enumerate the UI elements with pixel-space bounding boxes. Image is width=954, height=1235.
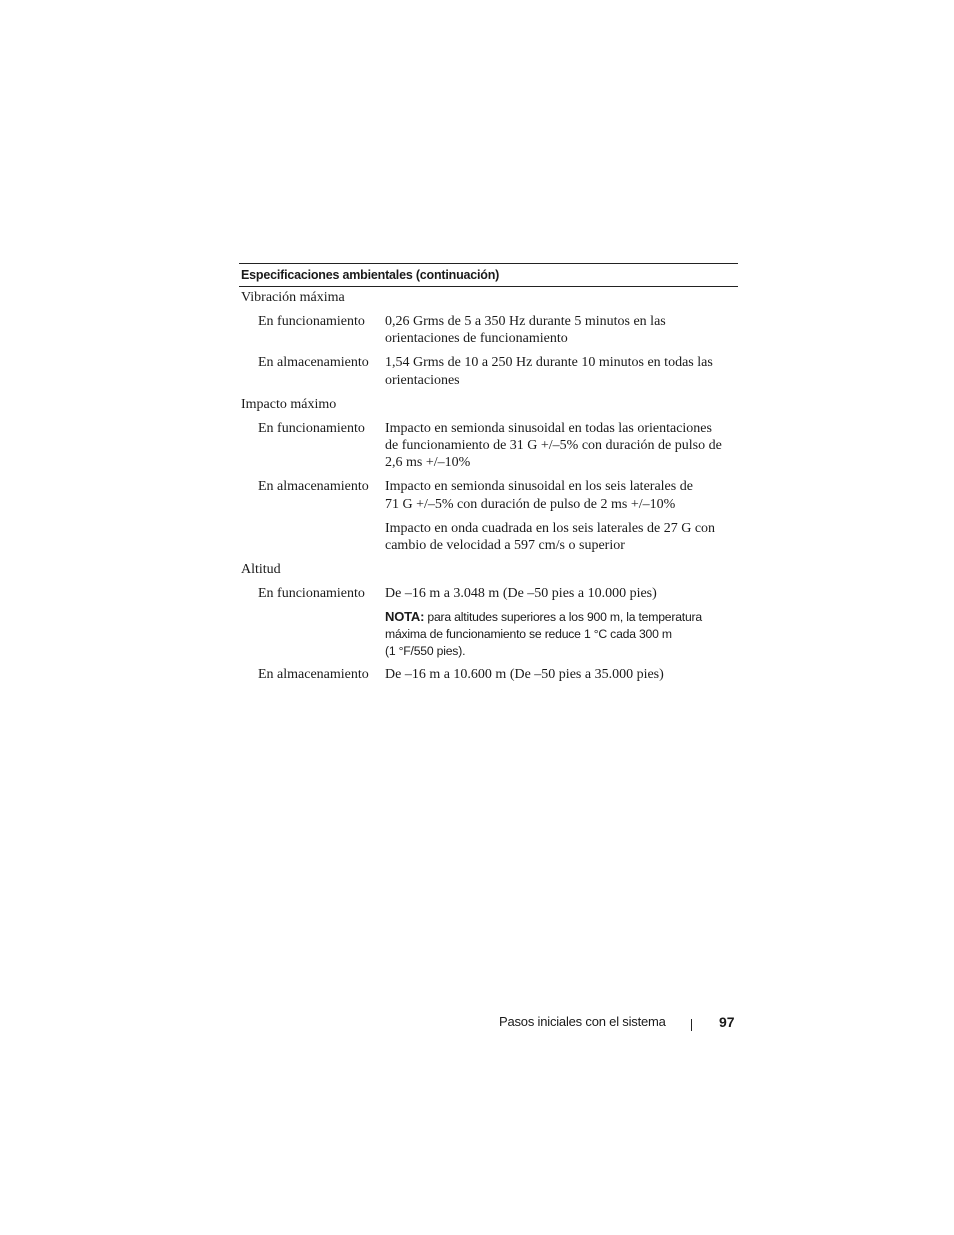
table-row bbox=[239, 478, 738, 512]
note-text: para altitudes superiores a los 900 m, la temperatura bbox=[427, 610, 702, 625]
value-line: De –16 m a 3.048 m (De –50 pies a 10.000 pies) bbox=[385, 586, 657, 602]
footer-separator bbox=[691, 1019, 692, 1031]
table-row bbox=[239, 520, 738, 554]
row-label bbox=[239, 520, 385, 554]
row-value bbox=[385, 478, 738, 512]
environmental-spec-table bbox=[239, 263, 738, 684]
note-line bbox=[385, 608, 738, 626]
value-line: Impacto en onda cuadrada en los seis laterales de 27 G con bbox=[385, 520, 716, 536]
table-row bbox=[239, 354, 738, 388]
altitude-note bbox=[385, 608, 738, 660]
section-heading-impact: Impacto máximo bbox=[241, 396, 337, 412]
row-label: En funcionamiento bbox=[258, 314, 365, 329]
section-heading-altitude: Altitud bbox=[241, 562, 281, 578]
note-line: (1 °F/550 pies). bbox=[385, 644, 466, 659]
value-line: 0,26 Grms de 5 a 350 Hz durante 5 minutos en las bbox=[385, 314, 666, 329]
value-line: Impacto en semionda sinusoidal en los seis laterales de bbox=[385, 479, 693, 495]
row-label: En funcionamiento bbox=[258, 420, 365, 436]
row-label: En funcionamiento bbox=[258, 586, 365, 602]
value-line: De –16 m a 10.600 m (De –50 pies a 35.000 pies) bbox=[385, 667, 664, 683]
row-value bbox=[385, 313, 738, 347]
row-label: En almacenamiento bbox=[258, 667, 369, 683]
value-line: 2,6 ms +/–10% bbox=[385, 455, 471, 471]
footer-chapter-title: Pasos iniciales con el sistema bbox=[499, 1014, 666, 1029]
table-row bbox=[239, 666, 738, 683]
table-row bbox=[239, 313, 738, 347]
value-line: 1,54 Grms de 10 a 250 Hz durante 10 minutos en todas las bbox=[385, 355, 713, 371]
section-heading-vibration: Vibración máxima bbox=[241, 290, 345, 305]
value-line: Impacto en semionda sinusoidal en todas las orientaciones bbox=[385, 420, 712, 436]
row-label: En almacenamiento bbox=[258, 355, 369, 371]
row-value bbox=[385, 585, 738, 602]
table-title: Especificaciones ambientales (continuación) bbox=[241, 268, 500, 282]
row-value bbox=[385, 520, 738, 554]
row-value bbox=[385, 666, 738, 683]
value-line: orientaciones bbox=[385, 372, 460, 388]
row-value bbox=[385, 420, 738, 472]
row-value bbox=[385, 354, 738, 388]
value-line: cambio de velocidad a 597 cm/s o superior bbox=[385, 538, 625, 554]
note-line: máxima de funcionamiento se reduce 1 °C cada 300 m bbox=[385, 627, 672, 642]
table-row bbox=[239, 420, 738, 472]
note-row bbox=[239, 608, 738, 660]
table-header-rule bbox=[239, 286, 738, 287]
page-number: 97 bbox=[719, 1014, 735, 1030]
note-prefix: NOTA: bbox=[385, 609, 425, 625]
note-spacer bbox=[239, 608, 385, 660]
table-row bbox=[239, 585, 738, 602]
row-label: En almacenamiento bbox=[258, 479, 369, 495]
value-line: 71 G +/–5% con duración de pulso de 2 ms +/–10% bbox=[385, 496, 676, 512]
value-line: orientaciones de funcionamiento bbox=[385, 331, 568, 347]
value-line: de funcionamiento de 31 G +/–5% con duración de pulso de bbox=[385, 438, 722, 454]
